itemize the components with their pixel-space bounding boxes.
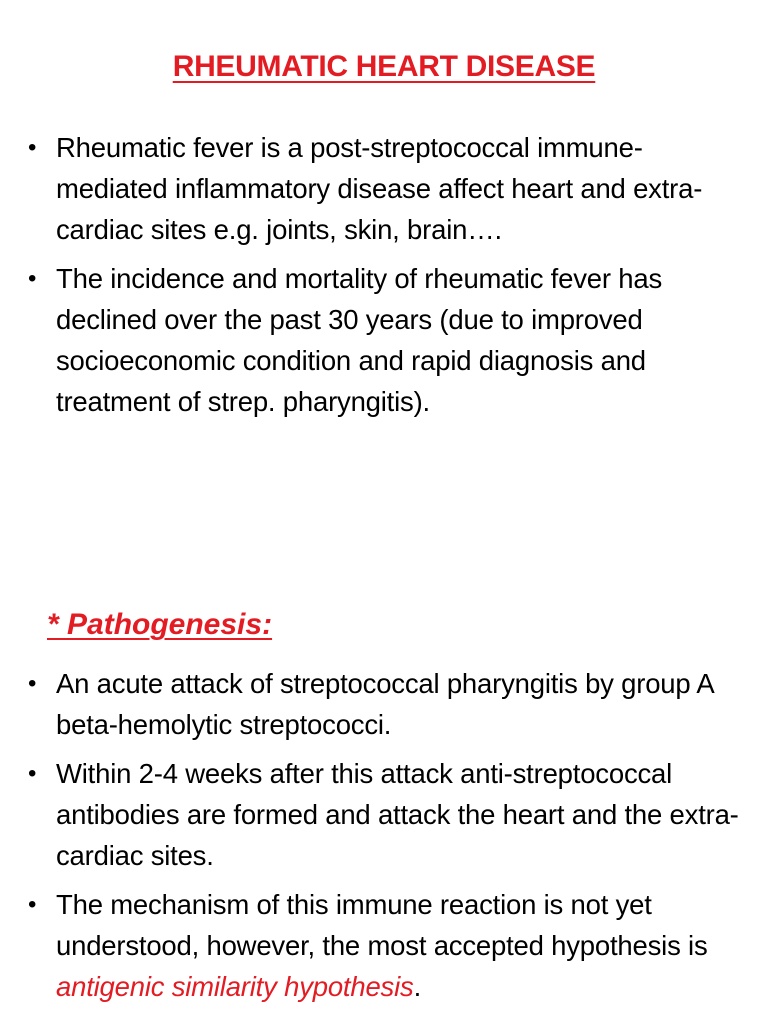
list-item (28, 127, 748, 250)
list-item (28, 663, 748, 745)
bullet-icon: • (28, 891, 37, 918)
bullet-icon: • (28, 134, 37, 161)
list-item (28, 884, 748, 1007)
pathogenesis-heading: * Pathogenesis: (47, 608, 273, 641)
bullet-text: An acute attack of streptococcal pharyngitis by group A beta-hemolytic streptococci. (56, 668, 714, 740)
bullet-text-before: The mechanism of this immune reaction is not yet understood, however, the most accepted hypothesis is (56, 889, 708, 961)
intro-bullet-list (28, 127, 748, 430)
bullet-text: Rheumatic fever is a post-streptococcal immune-mediated inflammatory disease affect heart and extra-cardiac sites e.g. joints, skin, brain…. (56, 132, 703, 245)
emphasis-text: antigenic similarity hypothesis (56, 971, 414, 1002)
list-item (28, 258, 748, 422)
bullet-text: Within 2-4 weeks after this attack anti-streptococcal antibodies are formed and attack the heart and the extra-cardiac sites. (56, 758, 739, 871)
pathogenesis-bullet-list (28, 663, 748, 1015)
bullet-icon: • (28, 760, 37, 787)
bullet-icon: • (28, 670, 37, 697)
bullet-text: The incidence and mortality of rheumatic fever has declined over the past 30 years (due to improved socioeconomic condition and rapid diagnosis and treatment of strep. pharyngitis). (56, 263, 662, 417)
list-item (28, 753, 748, 876)
bullet-text (56, 889, 708, 1002)
bullet-icon: • (28, 265, 37, 292)
slide-title: RHEUMATIC HEART DISEASE (172, 50, 596, 83)
bullet-text-after: . (413, 971, 422, 1002)
